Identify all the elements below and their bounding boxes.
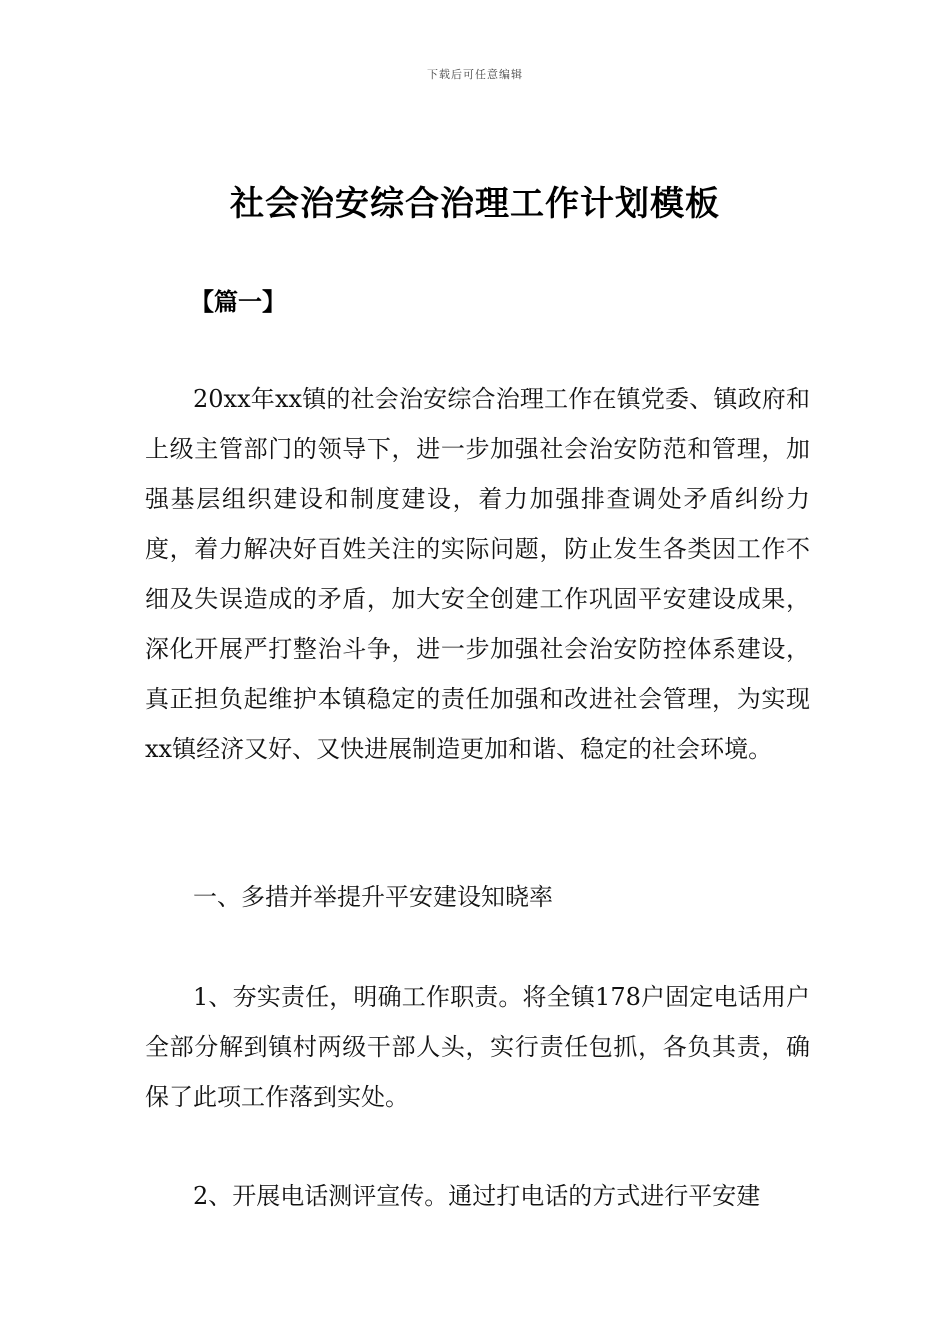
header-note: 下载后可任意编辑 [427,68,523,81]
document-title: 社会治安综合治理工作计划模板 [230,184,720,224]
item-paragraph-1: 1、夯实责任，明确工作职责。将全镇178户固定电话用户全部分解到镇村两级干部人头，实行责任包抓，各负其责，确保了此项工作落到实处。 [145,983,810,1111]
section-label: 【篇一】 [190,288,286,316]
intro-paragraph: 20xx年xx镇的社会治安综合治理工作在镇党委、镇政府和上级主管部门的领导下，进一步加强社会治安防范和管理，加强基层组织建设和制度建设，着力加强排查调处矛盾纠纷力度，着力解决好百姓关注的实际问题，防止发生各类因工作不细及失误造成的矛盾，加大安全创建工作巩固平安建设成果，深化开展严打整治斗争，进一步加强社会治安防控体系建设，真正担负起维护本镇稳定的责任加强和改进社会管理，为实现xx镇经济又好、又快进展制造更加和谐、稳定的社会环境。 [145,385,810,763]
item-paragraph-2: 2、开展电话测评宣传。通过打电话的方式进行平安建 [193,1182,761,1210]
section-heading-1: 一、多措并举提升平安建设知晓率 [193,883,553,911]
